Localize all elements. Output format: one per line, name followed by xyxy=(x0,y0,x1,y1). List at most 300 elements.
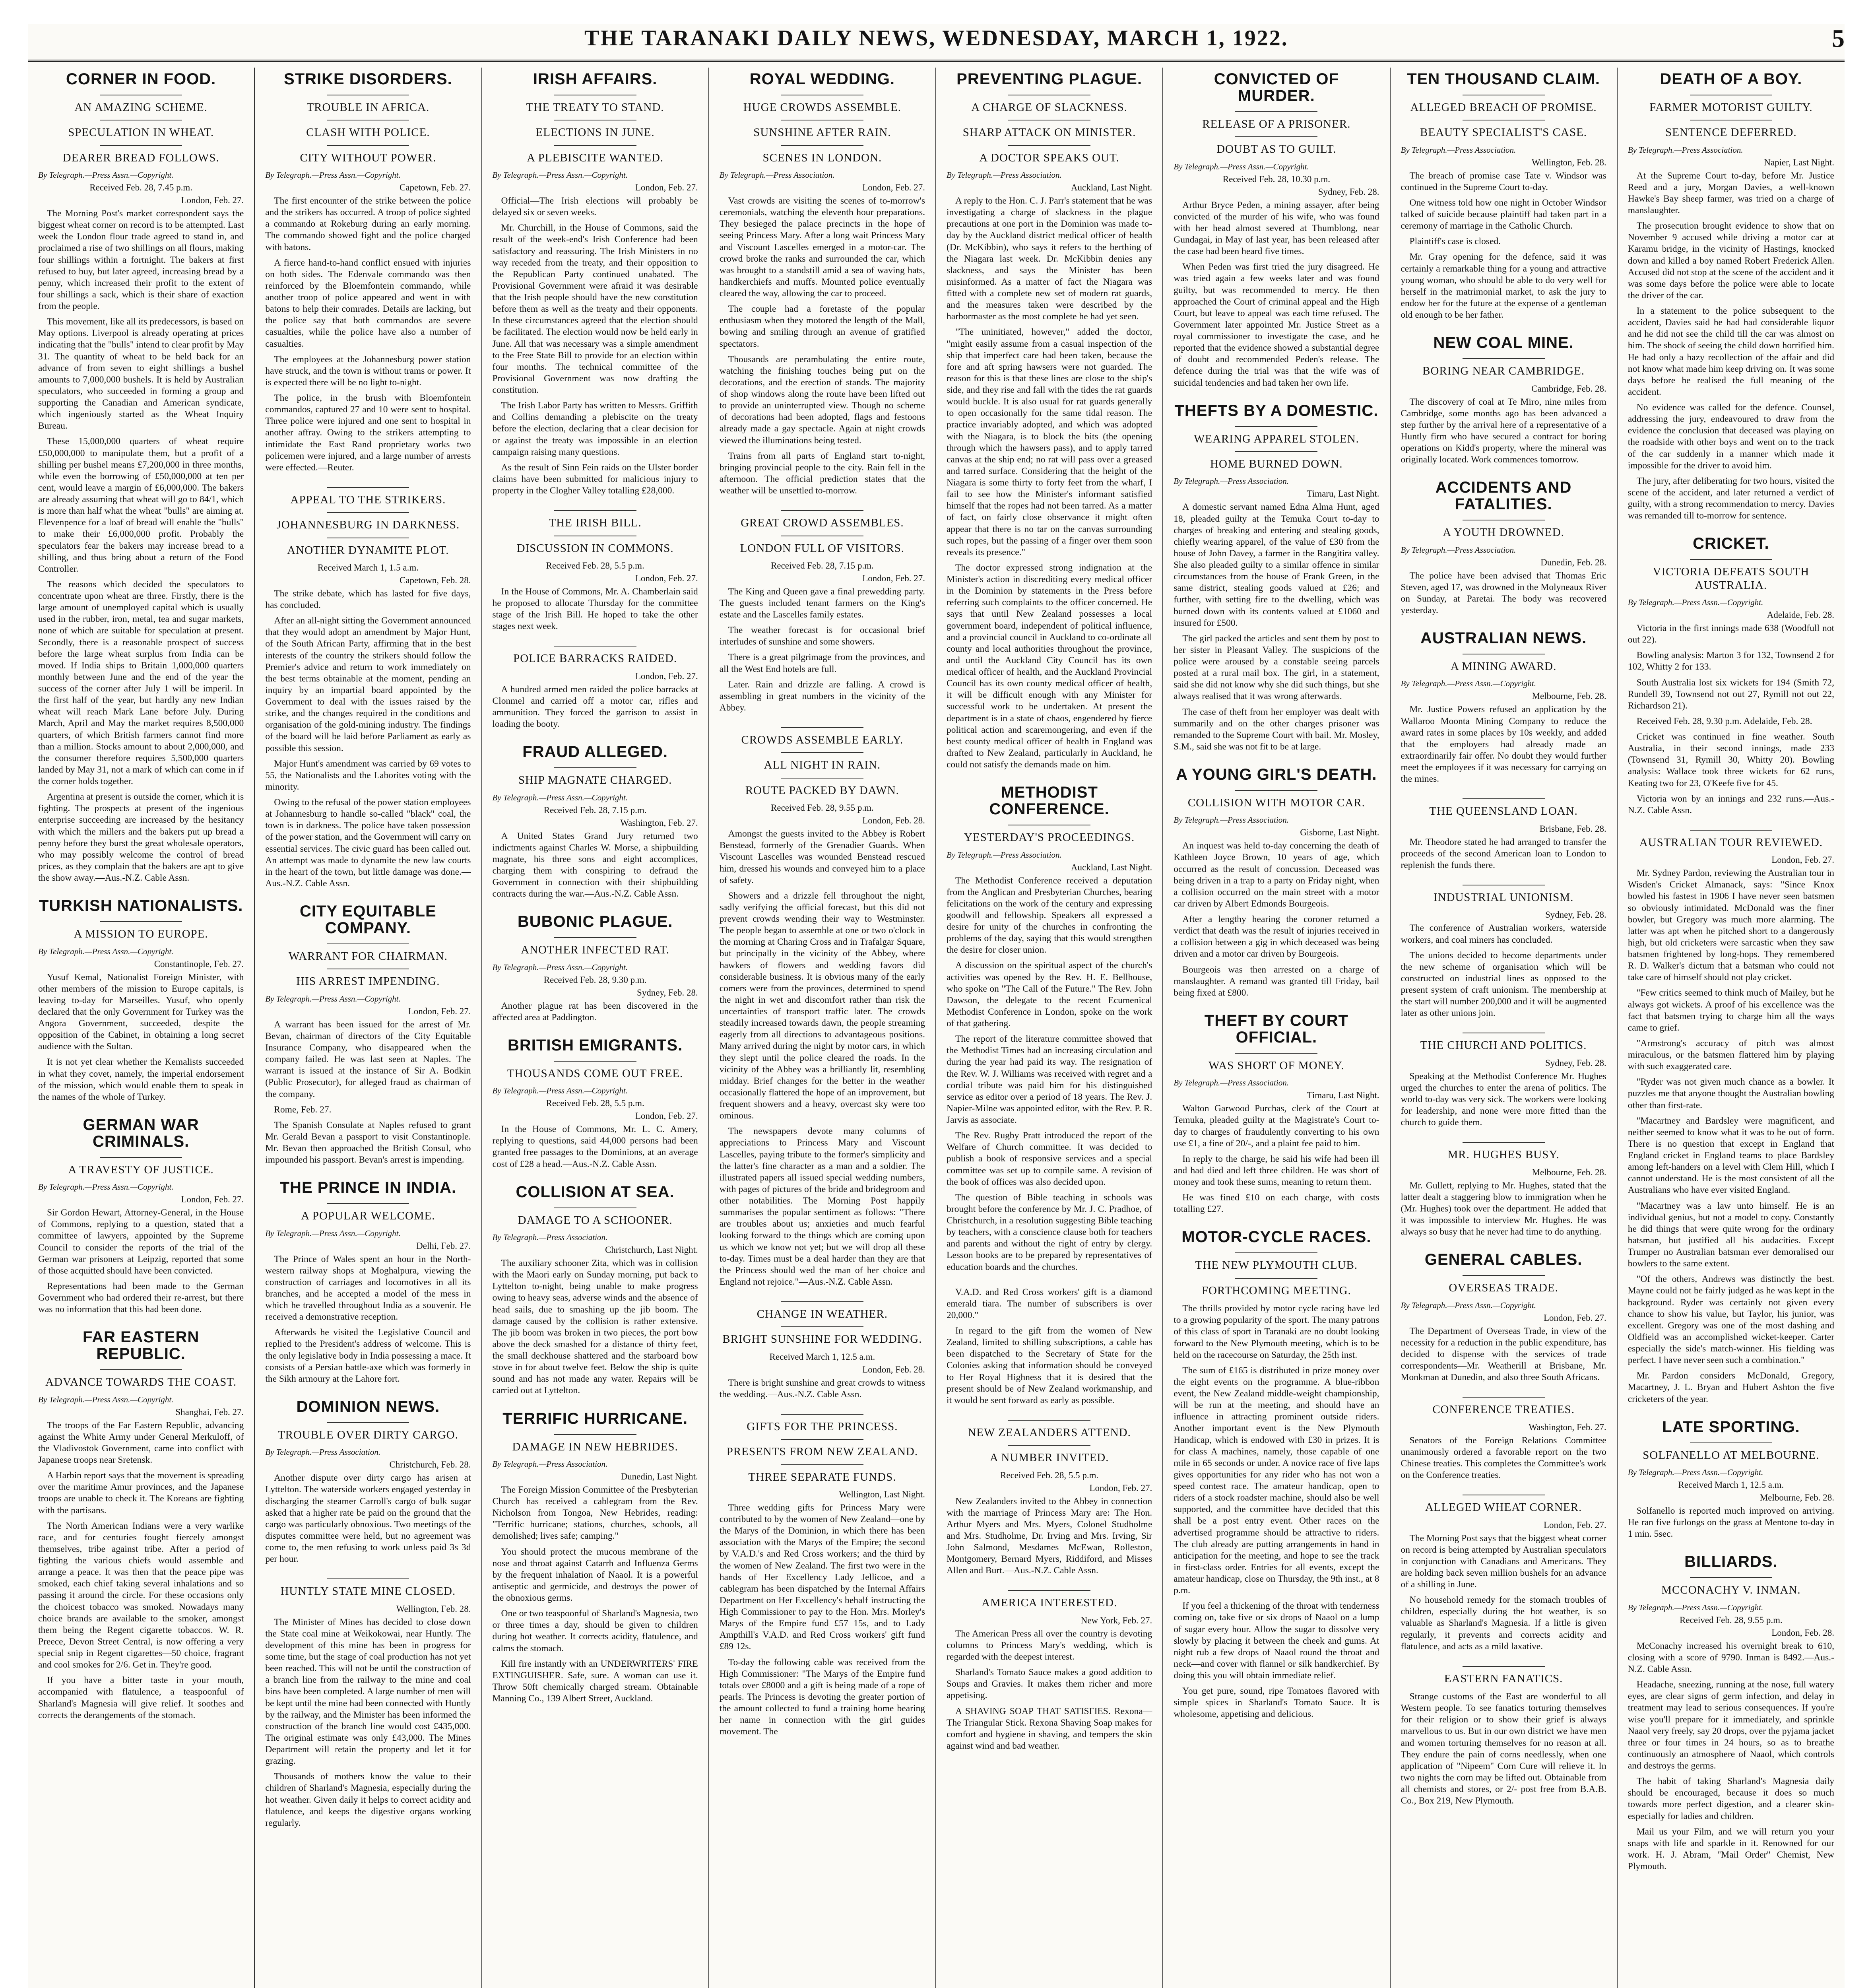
article-headline: NEW COAL MINE. xyxy=(1433,334,1574,352)
article xyxy=(1174,71,1379,389)
article-paragraph: A hundred armed men raided the police barracks at Clonmel and carried off a motor car, rifles and ammunition. They forced the garrison to assist in loading the booty. xyxy=(492,684,698,730)
article-paragraph: It is not yet clear whether the Kemalists succeeded in what they covet, namely, the imperial endorsement of the mission, which would enable them to speak in the names of the whole of Turkey. xyxy=(38,1057,244,1102)
article-paragraph: "Macartney and Bardsley were magnificent, and neither seemed to know what it was to be out of form. There is no question that except in England that England cricket in England teams to place Bardsley among left-handers on a level with Clem Hill, which I cannot understand. He is the most consistent of all the Australians who have ever visited England. xyxy=(1628,1115,1834,1196)
wire-credit: By Telegraph.—Press Assn.—Copyright. xyxy=(38,170,174,180)
dateline: Sydney, Feb. 28. xyxy=(636,987,698,998)
article-paragraph: South Australia lost six wickets for 194 (Smith 72, Rundell 39, Townsend not out 27, Rymill not out 22, Richardson 21). xyxy=(1628,677,1834,711)
deck-rule xyxy=(1463,1397,1545,1398)
article-deck: SHIP MAGNATE CHARGED. xyxy=(518,774,672,787)
dateline: Sydney, Feb. 28. xyxy=(1318,186,1379,197)
article-deck: THE NEW PLYMOUTH CLUB. xyxy=(1195,1259,1358,1272)
article-headline: FRAUD ALLEGED. xyxy=(522,743,668,761)
article-paragraph: The thrills provided by motor cycle racing have led to a growing popularity of the sport. The many patrons of this class of sport in Taranaki are no doubt looking forward to the New Plymouth meeting, which is to be held on the racecourse on Saturday, the 25th inst. xyxy=(1174,1303,1379,1360)
article-deck: ELECTIONS IN JUNE. xyxy=(535,126,655,139)
article xyxy=(493,1410,698,1705)
news-column xyxy=(482,68,709,1988)
article-paragraph: The strike debate, which has lasted for five days, has concluded. xyxy=(265,588,471,611)
article-paragraph: A reply to the Hon. C. J. Parr's statement that he was investigating a charge of slackness in the plague precautions at one port in the Dominion was made to-day by the Auckland district medical officer of health (Dr. McKibbin), who says it refers to the berthing of the Niagara last week. Dr. McKibbin denies any slackness, and says the Minister has been misinformed. As a matter of fact the Niagara was fitted with a complete new set of modern rat guards, and the measures taken were described by the harbormaster as the most complete he had yet seen. xyxy=(947,196,1152,322)
article xyxy=(720,71,925,497)
article xyxy=(1401,1033,1606,1128)
article-paragraph: In regard to the gift from the women of New Zealand, limited to shilling subscriptions, a cable has been dispatched to the Secretary of State for the Colonies asking that information should be conveyed to Her Royal Highness that it is desired that the present should be of New Zealand workmanship, and it would be sent forward as early as possible. xyxy=(947,1326,1152,1406)
article-deck: OVERSEAS TRADE. xyxy=(1449,1281,1558,1295)
article xyxy=(493,1184,698,1397)
article-paragraph: There is bright sunshine and great crowds to witness the wedding.—Aus.-N.Z. Cable Assn. xyxy=(719,1377,925,1400)
article-deck: ANOTHER INFECTED RAT. xyxy=(521,944,670,957)
deck-rule xyxy=(1235,426,1317,427)
article-deck: YESTERDAY'S PROCEEDINGS. xyxy=(964,831,1135,844)
article-deck: CITY WITHOUT POWER. xyxy=(300,151,436,164)
article-paragraph: The King and Queen gave a final prewedding party. The guests included tenant farmers on the King's estate and the Lascelles family estates. xyxy=(719,586,925,620)
article-deck: POLICE BARRACKS RAIDED. xyxy=(513,652,677,665)
received-time: Received Feb. 28, 7.15 p.m. xyxy=(543,805,647,815)
received-time: Received Feb. 28, 5.5 p.m. xyxy=(1000,1470,1099,1480)
wire-credit: By Telegraph.—Press Assn.—Copyright. xyxy=(1401,679,1536,689)
article-paragraph: The unions decided to become departments under the new scheme of organisation which will be constructed on industrial lines as opposed to the present system of craft unionism. The membership at the start will number 200,000 and it will be augmented later as other unions join. xyxy=(1401,950,1606,1019)
wire-credit: By Telegraph.—Press Association. xyxy=(1174,476,1289,486)
received-time: Received Feb. 28, 5.5 p.m. xyxy=(546,560,644,571)
article-deck: A MINING AWARD. xyxy=(1450,660,1557,673)
article-paragraph: Mail us your Film, and we will return you your snaps with life and sparkle in it. Renowned for our work. H. J. Abram, "Mail Order" Chemist, New Plymouth. xyxy=(1628,1826,1834,1872)
received-time: Received Feb. 28, 9.55 p.m. xyxy=(771,803,874,813)
deck-rule xyxy=(781,1414,863,1415)
article-deck: SCENES IN LONDON. xyxy=(762,151,882,164)
wire-credit: By Telegraph.—Press Assn.—Copyright. xyxy=(492,170,628,180)
dateline: London, Feb. 27. xyxy=(635,182,698,193)
article-paragraph: The troops of the Far Eastern Republic, advancing against the White Army under General Merkuloff, of the Vladivostok Government, came into conflict with Japanese troops near Sretensk. xyxy=(38,1420,244,1466)
article-paragraph: The Foreign Mission Committee of the Presbyterian Church has received a cablegram from the Rev. Nicholson from Tongoa, New Hebrides, reading: "Terrific hurricane; stations, churches, schools, all demolished; lives safe; camping." xyxy=(492,1484,698,1541)
article-paragraph: Senators of the Foreign Relations Committee unanimously ordered a favorable report on the two Chinese treaties. This completes the Committee's work on the Conference treaties. xyxy=(1401,1435,1606,1481)
article-paragraph: The North American Indians were a very warlike race, and for centuries fought fiercely amongst themselves, tribe against tribe. After a period of fighting the various chiefs would assemble and arrange a peace. It was then that the peace pipe was smoked, each chief taking several inhalations and so passing it around the circle. For these occasions only the choicest tobacco was smoked. Nowadays many choice brands are available to the smoker, amongst them being the Regent cigarette tobaccos. W. R. Preece, Devon Street Central, is now offering a very special snip in Regent cigarettes—50 choice, fragrant and cool smokes for 2/6. Get in. They're good. xyxy=(38,1520,244,1670)
article-headline: ROYAL WEDDING. xyxy=(749,70,895,88)
article xyxy=(493,71,698,497)
article-paragraph: As the result of Sinn Fein raids on the Ulster border claims have been submitted for malicious injury to property in the Clogher Valley totalling £28,000. xyxy=(492,462,698,496)
wire-credit: By Telegraph.—Press Association. xyxy=(1174,815,1289,825)
deck-rule xyxy=(1235,1278,1317,1279)
deck-rule xyxy=(1235,136,1317,137)
deck-rule xyxy=(327,512,409,513)
article xyxy=(1174,402,1379,753)
dateline: Christchurch, Last Night. xyxy=(605,1245,698,1255)
article-paragraph: Rome, Feb. 27. xyxy=(274,1104,332,1115)
article-deck: VICTORIA DEFEATS SOUTH AUSTRALIA. xyxy=(1653,565,1810,592)
article xyxy=(1401,885,1606,1019)
deck-rule xyxy=(327,145,409,146)
article-paragraph: In a statement to the police subsequent to the accident, Davies said he had had considerable liquor and he did not see the child till the car was almost on him. The shock of seeing the child down horrified him. He had only a hazy recollection of the affair and did not know what made him keep driving on. It was some days before he realised the full meaning of the accident. xyxy=(1628,306,1834,397)
dateline: Christchurch, Feb. 28. xyxy=(389,1460,471,1470)
article-paragraph: The sum of £165 is distributed in prize money over the eight events on the programme. A blue-ribbon event, the New Zealand middle-weight championship, will be run at the meeting, and should have an influence in attracting prominent outside riders. Another important event is the New Plymouth Handicap, which is endowed with £30 in prizes. It is for class A machines, namely, those capable of one mile in 65 seconds or under. A novice race of five laps gives opportunities for any rider who has not won a speed contest race. The amateur handicap, open to riders of a stock roadster machine, should also be well supported, and the committee have decided that this shall be a post entry event. Other races on the advertised programme should be attractive to riders. The club already are putting arrangements in hand in anticipation for the meeting, and hope to see the track in first-class order. Entries for all events, except the amateur handicap, close on Thursday, the 9th inst., at 8 p.m. xyxy=(1174,1365,1379,1596)
wire-credit: By Telegraph.—Press Association. xyxy=(265,1447,380,1457)
article-paragraph: "The uninitiated, however," added the doctor, "might easily assume from a casual inspection of the ship that imperfect care had been taken, because the fore and aft spring hawsers were not guarded. The reason for this is that these lines are close to the ship's side, and they rise and fall with the tides the rat guards would buckle. It is also usual for rat guards generally to open occasionally for the same tidal reason. The practice invariably adopted, and which was adopted with the Niagara, is to block the bits (the opening through which the hawsers pass), and to apply tarred canvas at the ship end; no rat will pass over a greased and tarred surface. Considering that the height of the Niagara is some thirty to forty feet from the wharf, I fail to see how the Minister's informant satisfied himself that the ropes had not been tarred. As a matter of fact, on fairly close observance it might often appear that there is no tar on the canvas surrounding such ropes, but the passing of a finger over them soon reveals its presence." xyxy=(947,327,1152,557)
article-deck: DEARER BREAD FOLLOWS. xyxy=(62,151,219,164)
article-paragraph: A Harbin report says that the movement is spreading over the maritime Amur provinces, and the Japanese troops are unable to check it. The Koreans are fighting with the partisans. xyxy=(38,1470,244,1516)
wire-credit: By Telegraph.—Press Assn.—Copyright. xyxy=(265,994,401,1004)
article-paragraph: To-day the following cable was received from the High Commissioner: "The Marys of the Empire fund totals over £8000 and a gift is being made of a rope of pearls. The Princess is devoting the greater portion of the amount collected to fund a training home bearing her name in connection with the girl guides movement. The xyxy=(719,1657,925,1737)
article-deck: BEAUTY SPECIALIST'S CASE. xyxy=(1420,126,1587,139)
dateline: London, Feb. 27. xyxy=(862,182,925,193)
article xyxy=(1628,1419,1834,1540)
article-deck: ADVANCE TOWARDS THE COAST. xyxy=(45,1376,237,1389)
deck-rule xyxy=(781,1464,863,1465)
newspaper-page xyxy=(28,24,1845,1988)
deck-rule xyxy=(781,1326,863,1327)
article-paragraph: If you have a bitter taste in your mouth, accompanied with flatulence, a teaspoonful of Sharland's Magnesia will give relief. It soothes and corrects the derangements of the stomach. xyxy=(38,1675,244,1720)
deck-rule xyxy=(1463,358,1545,359)
article xyxy=(1401,1495,1606,1652)
article-paragraph: If you feel a thickening of the throat with tenderness coming on, take five or six drops of Naaol on a lump of sugar every hour. Allow the sugar to dissolve very slowly by placing it between the cheek and gums. At night rub a few drops of Naaol round the throat and neck—and cover with flannel or silk handkerchief. By doing this you will obtain immediate relief. xyxy=(1174,1601,1379,1681)
article-paragraph: The habit of taking Sharland's Magnesia daily should be encouraged, because it does so much towards more perfect digestion, and a clearer skin-especially for ladies and children. xyxy=(1628,1776,1834,1821)
article-paragraph: The Minister of Mines has decided to close down the State coal mine at Weikokowai, near Huntly. The development of this mine has been in progress for some time, but the stage of coal production has not yet been reached. This will not be until the construction of a branch line from the railway to the mine and coal bins have been completed. A large number of men will be kept until the mine had been connected with Huntly by the railway, and the Minister has been informed the construction of the branch line would cost £435,000. The original estimate was only £43,000. The Mines Department will retain the property and let it for grazing. xyxy=(265,1617,471,1767)
article-paragraph: In the House of Commons, Mr. A. Chamberlain said he proposed to allocate Thursday for the committee stage of the Irish Bill. He hoped to take the other stages next week. xyxy=(492,586,698,632)
article xyxy=(1174,1229,1379,1720)
article-paragraph: Mr. Gullett, replying to Mr. Hughes, stated that the latter dealt a staggering blow to immigration when he (Mr. Hughes) took over the department. He added that it was impossible to interview Mr. Hughes. He was always so busy that he never had time to do anything. xyxy=(1401,1180,1606,1237)
deck-rule xyxy=(1463,1275,1545,1276)
article-paragraph: The Methodist Conference received a deputation from the Anglican and Presbyterian Churches, bearing felicitations on the work of the century and expressing goodwill and fellowship. Speakers all expressed a desire for unity of the churches in confronting the problems of the day, saying that this would strengthen the desire for closer union. xyxy=(947,875,1152,955)
article xyxy=(1174,1012,1379,1215)
article-paragraph: "Of the others, Andrews was distinctly the best. Mayne could not be fairly judged as he was kept in the background. Ryder was certainly not given every chance to show his value, but Taylor, his junior, was excellent. Gregory was one of the most dashing and Oldfield was an accomplished wicket-keeper. Carter especially the side's match-winner. His fielding was perfect. I have never seen such a combination." xyxy=(1628,1274,1834,1366)
article-paragraph: Mr. Justice Powers refused an application by the Wallaroo Moonta Mining Company to reduce the award rates in some places by 10s weekly, and added that the employers had already made an extraordinarily fair offer. No doubt they would further meet the employees if it was necessary for carrying on the mines. xyxy=(1401,704,1606,784)
news-column xyxy=(709,68,936,1988)
article-headline: THEFT BY COURT OFFICIAL. xyxy=(1204,1011,1348,1046)
article-headline: PREVENTING PLAGUE. xyxy=(956,70,1143,88)
article-deck: HIS ARREST IMPENDING. xyxy=(296,975,440,988)
article-paragraph: "Macartney was a law unto himself. He is an individual genius, but not a model to copy. Constantly he did things that were quite wrong for the ordinary batsman, but justified all his audacities. Except Trumper no Australian batsman ever demoralised our bowlers to the same extent. xyxy=(1628,1200,1834,1269)
article-deck: NEW ZEALANDERS ATTEND. xyxy=(968,1426,1131,1439)
article-deck: TROUBLE IN AFRICA. xyxy=(307,101,430,114)
dateline: Timaru, Last Night. xyxy=(1307,489,1379,499)
article-deck: DAMAGE IN NEW HEBRIDES. xyxy=(512,1440,678,1453)
article-deck: A CHARGE OF SLACKNESS. xyxy=(971,101,1127,114)
article-deck: CLASH WITH POLICE. xyxy=(306,126,430,139)
article-deck: AMERICA INTERESTED. xyxy=(982,1596,1117,1609)
dateline: Wellington, Feb. 28. xyxy=(1531,157,1606,167)
wire-credit: By Telegraph.—Press Assn.—Copyright. xyxy=(1628,1602,1763,1612)
article-paragraph: Later. Rain and drizzle are falling. A crowd is assembling in great numbers in the vicinity of the Abbey. xyxy=(719,679,925,713)
article-deck: FARMER MOTORIST GUILTY. xyxy=(1649,101,1813,114)
article xyxy=(1401,1666,1606,1807)
masthead xyxy=(28,24,1845,62)
article-paragraph: After an all-night sitting the Government announced that they would adopt an amendment by Major Hunt, of the South African Party, affirming that in the best interests of the country the strikers should follow the Premier's advice and return to work immediately on the best terms obtainable at the moment, pending an inquiry by an impartial board appointed by the Government to deal with the issues raised by the strike, and the changes required in the conditions and organisation of the gold-mining industry. The findings of the board will be laid before Parliament as early as possible this session. xyxy=(265,615,471,753)
article-deck: THREE SEPARATE FUNDS. xyxy=(748,1470,896,1483)
dateline: Capetown, Feb. 27. xyxy=(399,182,471,193)
deck-rule xyxy=(100,1157,182,1158)
article-paragraph: The Morning Post says that the biggest wheat corner on record is being attempted by Australian speculators in conjunction with Canadians and Americans. They are holding back seven million bushels for an advance of a shilling in June. xyxy=(1401,1533,1606,1590)
article-paragraph: Victoria won by an innings and 232 runs.—Aus.-N.Z. Cable Assn. xyxy=(1628,793,1834,815)
article-paragraph: "Armstrong's accuracy of pitch was almost miraculous, or the batsmen flattered him by playing with such exaggerated care. xyxy=(1628,1038,1834,1072)
article-paragraph: Mr. Gray opening for the defence, said it was certainly a remarkable thing for a young and attractive young woman, who should be able to do very well for herself in the matrimonial market, to ask the jury to endow her for the future at the expense of a gentleman old enough to be her father. xyxy=(1401,252,1606,320)
dateline: Auckland, Last Night. xyxy=(1071,182,1152,193)
article-paragraph: Yusuf Kemal, Nationalist Foreign Minister, with other members of the mission to Europe capitals, is leaving to-day for Marseilles. Yusuf, who openly declared that the only Government for Turkey was the Angora Government, succeeded, despite the opposition of the Cabinet, in obtaining a long secret audience with the Sultan. xyxy=(38,972,244,1052)
deck-rule xyxy=(1690,830,1773,831)
article-deck: A DOCTOR SPEAKS OUT. xyxy=(979,151,1119,164)
article-headline: CRICKET. xyxy=(1693,535,1769,553)
deck-rule xyxy=(781,145,863,146)
wire-credit: By Telegraph.—Press Association. xyxy=(1401,545,1516,555)
dateline: Shanghai, Feb. 27. xyxy=(175,1407,244,1417)
article-headline: LATE SPORTING. xyxy=(1662,1418,1800,1436)
received-time: Received Feb. 28, 5.5 p.m. xyxy=(546,1098,644,1109)
article-paragraph: Kill fire instantly with an UNDERWRITERS' FIRE EXTINGUISHER. Safe, sure. A woman can use it. Throw 50ft chemically charged stream. Obtainable Manning Co., 139 Albert Street, Auckland. xyxy=(492,1658,698,1704)
dateline: Melbourne, Feb. 28. xyxy=(1759,1493,1834,1503)
deck-rule xyxy=(781,1301,863,1302)
article-deck: COLLISION WITH MOTOR CAR. xyxy=(1187,796,1365,809)
article-deck: THE QUEENSLAND LOAN. xyxy=(1429,805,1578,818)
article xyxy=(38,897,244,1103)
article xyxy=(1401,71,1606,321)
dateline: Wellington, Last Night. xyxy=(839,1489,925,1499)
article-paragraph: The question of Bible teaching in schools was brought before the conference by Mr. J. C. Pradhoe, of Christchurch, in a resolution suggesting Bible teaching by teachers, with a conscience clause both for teachers and parents and without the right of entry by clergy. Lesson books are to be prepared by representatives of education boards and the churches. xyxy=(947,1192,1152,1272)
article-deck: CHANGE IN WEATHER. xyxy=(757,1308,888,1320)
article-headline: AUSTRALIAN NEWS. xyxy=(1420,629,1587,647)
article-paragraph: McConachy increased his overnight break to 610, closing with a score of 9790. Inman is 8492.—Aus.-N.Z. Cable Assn. xyxy=(1628,1640,1834,1675)
article xyxy=(1401,1142,1606,1238)
article xyxy=(493,1037,698,1170)
dateline: Capetown, Feb. 28. xyxy=(399,575,471,585)
deck-rule xyxy=(100,145,182,146)
wire-credit: By Telegraph.—Press Assn.—Copyright. xyxy=(492,962,628,972)
dateline: New York, Feb. 27. xyxy=(1081,1615,1152,1625)
article-paragraph: Another dispute over dirty cargo has arisen at Lyttelton. The waterside workers engaged yesterday in discharging the steamer Carroll's cargo of bulk sugar asked that a higher rate be paid on the ground that the cargo was particularly obnoxious. Two meetings of the disputes committee were held, but no agreement was come to, the men refusing to work unless paid 3s 3d per hour. xyxy=(265,1473,471,1565)
news-column xyxy=(1163,68,1390,1988)
news-column xyxy=(1618,68,1845,1988)
article-paragraph: The girl packed the articles and sent them by post to her sister in Pleasant Valley. The suspicions of the police were aroused by a constable seeing parcels posted at a rural mail box. The girl, in a statement, said she did not know why she did such things, but she always realised that it was wrong afterwards. xyxy=(1174,633,1379,702)
deck-rule xyxy=(1463,798,1545,799)
news-column xyxy=(936,68,1163,1988)
article-paragraph: The first encounter of the strike between the police and the strikers has occurred. A troop of police sighted a commando at Rokeburg during an early morning. The commando showed fight and the police charged with batons. xyxy=(265,196,471,252)
article-headline: THEFTS BY A DOMESTIC. xyxy=(1174,402,1379,419)
dateline: London, Feb. 27. xyxy=(862,573,925,583)
article-paragraph: No evidence was called for the defence. Counsel, addressing the jury, endeavoured to draw from the evidence the conclusion that deceased was playing on the roadside with other boys and went on to the track of the car suddenly in a manner which made it impossible for the driver to avoid him. xyxy=(1628,402,1834,471)
article-headline: A YOUNG GIRL'S DEATH. xyxy=(1176,766,1377,783)
article xyxy=(720,727,925,1288)
article-deck: WEARING APPAREL STOLEN. xyxy=(1193,432,1359,445)
article xyxy=(1401,1251,1606,1383)
article-paragraph: When Peden was first tried the jury disagreed. He was tried again a few weeks later and was found guilty, but was recommended to mercy. He then approached the Court of criminal appeal and the High Court, but leave to appeal was each time refused. The Government later appointed Mr. Justice Street as a royal commissioner to investigate the case, and he reported that the evidence showed a substantial degree of doubt and recommended Peden's release. The defence during the trial was that the wife was of suicidal tendencies and had taken her own life. xyxy=(1174,262,1379,388)
deck-rule xyxy=(1463,1666,1545,1667)
article xyxy=(1401,630,1606,785)
article-paragraph: The American Press all over the country is devoting columns to Princess Mary's wedding, which is regarded with the deepest interest. xyxy=(947,1628,1152,1662)
deck-rule xyxy=(1690,1442,1773,1443)
wire-credit: By Telegraph.—Press Assn.—Copyright. xyxy=(38,946,174,956)
deck-rule xyxy=(554,767,636,768)
wire-credit: By Telegraph.—Press Association. xyxy=(1174,1078,1289,1088)
deck-rule xyxy=(781,727,863,728)
dateline: Constantinople, Feb. 27. xyxy=(154,959,244,969)
article xyxy=(720,1301,925,1400)
article-paragraph: Three wedding gifts for Princess Mary were contributed to by the women of New Zealand—one by the Marys of the Dominion, in which there has been association with the Marys of the Empire; the second by V.A.D.'s and Red Cross workers; and the third by the women of New Zealand. The first two were in the hands of Her Excellency Lady Jellicoe, and a cablegram has been dispatched by the Internal Affairs Department on Her Excellency's behalf instructing the High Commissioner to pay to the Hon. Mrs. Morley's Marys of the Empire fund £57 15s, and to Lady Ampthill's V.A.D. and Red Cross workers' gift fund £89 12s. xyxy=(719,1502,925,1652)
article-headline: FAR EASTERN REPUBLIC. xyxy=(83,1328,200,1363)
deck-rule xyxy=(1008,1445,1090,1446)
article xyxy=(1628,830,1834,1405)
wire-credit: By Telegraph.—Press Assn.—Copyright. xyxy=(265,1228,401,1238)
dateline: London, Feb. 28. xyxy=(862,815,925,826)
article-paragraph: After a lengthy hearing the coroner returned a verdict that death was the result of injuries received in a collision between a gig in which deceased was being driven and a motor car driven by Bourgeois. xyxy=(1174,914,1379,959)
article xyxy=(493,510,698,632)
article-paragraph: Afterwards he visited the Legislative Council and replied to the President's address of welcome. This is the only legislative body in India possessing a mace. It consists of a Persian battle-axe which was formerly in the Sikh armoury at the Lahore fort. xyxy=(265,1327,471,1384)
wire-credit: By Telegraph.—Press Association. xyxy=(1628,145,1743,155)
received-time: Received Feb. 28, 7.15 p.m. xyxy=(771,560,874,571)
article-deck: CONFERENCE TREATIES. xyxy=(1432,1403,1575,1416)
masthead-title: THE TARANAKI DAILY NEWS, WEDNESDAY, MARCH 1, 1922. xyxy=(584,26,1288,50)
article-paragraph: A United States Grand Jury returned two indictments against Charles W. Morse, a shipbuilding magnate, his three sons and eight accomplices, charging them with conspiring to defraud the Government in connection with their shipbuilding contracts during the war.—Aus.-N.Z. Cable Assn. xyxy=(492,831,698,899)
article xyxy=(38,71,244,884)
dateline: London, Feb. 27. xyxy=(1089,1483,1152,1493)
article-deck: APPEAL TO THE STRIKERS. xyxy=(290,493,446,506)
dateline: London, Feb. 27. xyxy=(408,1006,471,1016)
dateline: Cambridge, Feb. 28. xyxy=(1531,383,1606,394)
article-paragraph: A domestic servant named Edna Alma Hunt, aged 18, pleaded guilty at the Temuka Court to-day to charges of breaking and entering and stealing goods, chiefly wearing apparel, of the value of £30 from the house of John Davey, a farmer in the Rangitira valley. She also pleaded guilty to a similar offence in similar circumstances from the house of Frank Green, in the same district, stealing goods valued at £26; and further, with setting fire to the dwelling, which was burned down with its contents valued at £1060 and insured for £500. xyxy=(1174,502,1379,628)
article xyxy=(1401,479,1606,616)
article-paragraph: The auxiliary schooner Zita, which was in collision with the Maori early on Sunday morning, put back to Lyttelton to-night, being unable to make progress owing to heavy seas, adverse winds and the absence of head sails, due to smashing up the jib boom. The damage caused by the collision is rather extensive. The jib boom was broken in two pieces, the port bow above the deck smashed for a distance of thirty feet, the small deckhouse shattered and the starboard bow stove in for about twelve feet. Below the ship is quite sound and has not made any water. Repairs will be carried out at Lyttelton. xyxy=(492,1258,698,1396)
deck-rule xyxy=(327,1422,409,1423)
article-deck: LONDON FULL OF VISITORS. xyxy=(740,542,905,555)
dateline: Adelaide, Feb. 28. xyxy=(1767,610,1834,620)
article-deck: SENTENCE DEFERRED. xyxy=(1665,126,1797,139)
article-paragraph: Bowling analysis: Marton 3 for 132, Townsend 2 for 102, Whitty 2 for 133. xyxy=(1628,650,1834,672)
received-time: Received March 1, 12.5 a.m. xyxy=(1678,1480,1784,1490)
article-headline: MOTOR-CYCLE RACES. xyxy=(1181,1228,1372,1246)
article-headline: METHODIST CONFERENCE. xyxy=(989,784,1110,818)
article-paragraph: Amongst the guests invited to the Abbey is Robert Benstead, formerly of the Grenadier Guards. When Viscount Lascelles was wounded Benstead rescued him, dressed his wounds and conveyed him to a place of safety. xyxy=(719,829,925,885)
wire-credit: By Telegraph.—Press Assn.—Copyright. xyxy=(265,170,401,180)
article-paragraph: At the Supreme Court to-day, before Mr. Justice Reed and a jury, Morgan Davies, a well-known Hawke's Bay sheep farmer, was tried on a charge of manslaughter. xyxy=(1628,170,1834,216)
article-deck: A YOUTH DROWNED. xyxy=(1443,526,1564,539)
wire-credit: By Telegraph.—Press Assn.—Copyright. xyxy=(1628,598,1763,607)
dateline: London, Feb. 27. xyxy=(1771,855,1834,865)
article-paragraph: The prosecution brought evidence to show that on November 9 accused while driving a motor car at Karamu bridge, in the vicinity of Hastings, knocked down and killed a boy named Robert Frederick Allen. Accused did not stop at the scene of the accident and it was some days before the police were able to locate the driver of the car. xyxy=(1628,221,1834,301)
article-paragraph: In reply to the charge, he said his wife had been ill and had died and left three children. He was short of money and took these sums, meaning to return them. xyxy=(1174,1153,1379,1188)
article-paragraph: These 15,000,000 quarters of wheat require £50,000,000 to manipulate them, but a profit of a shilling per bushel means £7,200,000 in three months, while even the borrowing of £50,000,000 at ten per cent, would leave a margin of £6,000,000. The bakers are already assuming that wheat will go to 84/1, which is more than half what the wheat "bulls" are aiming at. Elevenpence for a loaf of bread will enable the "bulls" to make their £6,000,000 profit. Probably the speculators fear the bakers may increase bread to a shilling, and thus bring about a return of the Food Controller. xyxy=(38,436,244,574)
article-deck: AN AMAZING SCHEME. xyxy=(74,101,208,114)
dateline: Melbourne, Feb. 28. xyxy=(1532,1167,1606,1177)
article-deck: SUNSHINE AFTER RAIN. xyxy=(753,126,891,139)
article-paragraph: Victoria in the first innings made 638 (Woodfull not out 22). xyxy=(1628,623,1834,645)
article-paragraph: The newspapers devote many columns of appreciations to Princess Mary and Viscount Lascelles, paying tribute to the former's simplicity and the latter's fine character as a man and a soldier. The illustrated papers all issued special wedding numbers, with pages of pictures of the bride and bridegroom and other notabilities. The Morning Post happily summarises the popular sentiment as follows: "There are troubles about us; anxieties and much fearful looking forward to the things which are coming upon us which we know not yet; but we will drop all these to-day. Times must be a deal harder than they are that the Princess should wed the man of her choice and England not rejoice."—Aus.-N.Z. Cable Assn. xyxy=(719,1126,925,1287)
dateline: Gisborne, Last Night. xyxy=(1300,827,1379,838)
article-headline: CONVICTED OF MURDER. xyxy=(1214,70,1339,105)
article xyxy=(947,71,1152,771)
deck-rule xyxy=(781,778,863,779)
article-deck: SHARP ATTACK ON MINISTER. xyxy=(962,126,1136,139)
wire-credit: By Telegraph.—Press Assn.—Copyright. xyxy=(1401,1300,1536,1310)
deck-rule xyxy=(1235,451,1317,452)
deck-rule xyxy=(327,1578,409,1579)
received-time: Received Feb. 28, 9.30 p.m. xyxy=(543,975,647,985)
news-column xyxy=(1391,68,1618,1988)
article xyxy=(265,1398,471,1565)
article xyxy=(493,913,698,1023)
article-deck: ROUTE PACKED BY DAWN. xyxy=(745,784,899,797)
article-deck: PRESENTS FROM NEW ZEALAND. xyxy=(726,1445,918,1458)
deck-rule xyxy=(1235,111,1317,112)
article-paragraph: One or two teaspoonful of Sharland's Magnesia, two or three times a day, should be given to children during hot weather. It corrects acidity, flatulence, and calms the stomach. xyxy=(492,1608,698,1654)
article-paragraph: Sharland's Tomato Sauce makes a good addition to Soups and Gravies. It makes them richer and more appetising. xyxy=(947,1667,1152,1701)
article-paragraph: V.A.D. and Red Cross workers' gift is a diamond emerald tiara. The number of subscribers is over 20,000." xyxy=(947,1287,1152,1320)
article-deck: THE TREATY TO STAND. xyxy=(526,101,664,114)
dateline: Auckland, Last Night. xyxy=(1071,862,1152,872)
article-headline: TURKISH NATIONALISTS. xyxy=(39,897,243,915)
article xyxy=(720,510,925,714)
dateline: London, Feb. 27. xyxy=(181,195,244,206)
article-deck: RELEASE OF A PRISONER. xyxy=(1202,118,1351,130)
article-deck: ALL NIGHT IN RAIN. xyxy=(764,759,881,772)
wire-credit: By Telegraph.—Press Assn.—Copyright. xyxy=(38,1394,174,1404)
article-paragraph: The doctor expressed strong indignation at the Minister's action in discrediting every medical officer in the Dominion by statements in the Press before referring such complaints to the officer concerned. He says that until New Zealand possesses a local government board, independent of political influence, and a provincial council in Auckland to co-ordinate all county and local authorities throughout the province, and until the Auckland City Council has its own medical officer of health, and the Auckland Provincial Council has its own county medical officer of health, it will be difficult enough with any Minister for successful work to be undertaken. At present the department is in a state of chaos, engendered by fierce political action and scaremongering, and even if the best county medical officer of health in England was drafted to New Zealand, particularly in Auckland, he could not satisfy the demands made on him. xyxy=(947,562,1152,770)
article-deck: SOLFANELLO AT MELBOURNE. xyxy=(1643,1448,1820,1462)
article-paragraph: The police, in the brush with Bloemfontein commandos, captured 27 and 10 were sent to hospital. Three police were injured and one sent to hospital in another affray. Owing to the strikers attempting to intimidate the East Rand proprietary works two policemen were injured, and a large number of arrests were effected.—Reuter. xyxy=(265,393,471,473)
article-paragraph: Bourgeois was then arrested on a charge of manslaughter. A remand was granted till Friday, bail being fixed at £800. xyxy=(1174,964,1379,998)
article xyxy=(947,1287,1152,1406)
article-paragraph: Another plague rat has been discovered in the affected area at Paddington. xyxy=(492,1000,698,1023)
dateline: London, Feb. 27. xyxy=(635,671,698,681)
article xyxy=(1401,798,1606,871)
article xyxy=(947,784,1152,1273)
article-paragraph: One witness told how one night in October Windsor talked of suicide because plaintiff had taken part in a ceremony of marriage in the Catholic Church. xyxy=(1401,197,1606,231)
dateline: London, Feb. 28. xyxy=(1771,1627,1834,1638)
wire-credit: By Telegraph.—Press Assn.—Copyright. xyxy=(38,1182,174,1192)
deck-rule xyxy=(554,145,636,146)
column-grid xyxy=(28,68,1845,1988)
received-time: Received Feb. 28, 7.45 p.m. xyxy=(89,182,192,193)
article-deck: A PLEBISCITE WANTED. xyxy=(527,151,664,164)
dateline: Brisbane, Feb. 28. xyxy=(1539,823,1606,834)
deck-rule xyxy=(100,1369,182,1370)
article-deck: CROWDS ASSEMBLE EARLY. xyxy=(741,734,904,747)
article-paragraph: A warrant has been issued for the arrest of Mr. Bevan, chairman of directors of the City Equitable Insurance Company, who disappeared when the company failed. He was last seen at Naples. The warrant is issued at the instance of Sir A. Bodkin (Public Prosecutor), for alleged fraud as chairman of the company. xyxy=(265,1019,471,1099)
article-headline: DEATH OF A BOY. xyxy=(1660,70,1802,88)
article-paragraph: Plaintiff's case is closed. xyxy=(1409,236,1501,247)
article xyxy=(265,71,471,474)
article-deck: HUNTLY STATE MINE CLOSED. xyxy=(280,1585,456,1598)
wire-credit: By Telegraph.—Press Association. xyxy=(719,170,835,180)
wire-credit: By Telegraph.—Press Association. xyxy=(492,1459,608,1469)
article-deck: HOME BURNED DOWN. xyxy=(1210,458,1343,471)
article xyxy=(1401,1397,1606,1481)
article-paragraph: The employees at the Johannesburg power station have struck, and the town is without trams or power. It is expected there will be no light to-night. xyxy=(265,354,471,388)
article-headline: CORNER IN FOOD. xyxy=(66,70,216,88)
article-deck: GIFTS FOR THE PRINCESS. xyxy=(747,1420,898,1433)
article-paragraph: There is a great pilgrimage from the provinces, and all the West End hotels are full. xyxy=(719,652,925,674)
article-paragraph: The breach of promise case Tate v. Windsor was continued in the Supreme Court to-day. xyxy=(1401,170,1606,192)
page-number: 5 xyxy=(1832,24,1845,52)
article-paragraph: You get pure, sound, ripe Tomatoes flavored with simple spices in Sharland's Tomato Sauce. It is wholesome, appetising and delicious. xyxy=(1174,1686,1379,1720)
dateline: Napier, Last Night. xyxy=(1764,157,1834,167)
article-paragraph: Thousands are perambulating the entire route, watching the finishing touches being put on the decorations, and the erection of stands. The majority of shop windows along the route have been lifted out to provide an uninterrupted view. Though no scheme of decorations had been adopted, flags and festoons already made a gay spectacle. Again at night crowds viewed the illuminations being tested. xyxy=(719,354,925,446)
article-paragraph: Showers and a drizzle fell throughout the night, sadly verifying the official forecast, but this did not prevent crowds wending their way to Westminster. The people began to assemble at one or two o'clock in the morning at Charing Cross and in Trafalgar Square, but principally in the vicinity of the Abbey, where hawkers of flowers and wedding favors did considerable business. It is obvious many of the early comers were from the provinces, determined to spend the night in wet and discomfort rather than risk the uncertainties of transport traffic later. The crowds steadily increased towards dawn, the people streaming eagerly from all directions to advantageous positions. Many arrived during the night by motor cars, in which they slept until the police cleared the roads. In the vicinity of the Abbey was a brilliantly lit, resembling midday. Brief changes for the better in the weather occasionally flattered the hope of an improvement, but frequent showers and a heavy, overcast sky were too ominous. xyxy=(719,890,925,1121)
received-time: Received Feb. 28, 10.30 p.m. xyxy=(1222,174,1330,184)
deck-rule xyxy=(1235,790,1317,791)
article-headline: THE PRINCE IN INDIA. xyxy=(279,1179,457,1197)
received-time: Received March 1, 12.5 a.m. xyxy=(769,1351,875,1362)
article-paragraph: The Spanish Consulate at Naples refused to grant Mr. Gerald Bevan a passport to visit Constantinople. Mr. Bevan then approached the British Consul, who impounded his passport. Bevan's arrest is impending. xyxy=(265,1120,471,1165)
article-paragraph: No household remedy for the stomach troubles of children, especially during the hot weather, is so valuable as Sharland's Magnesia. If a little is given regularly, it prevents and corrects acidity and flatulence, and acts as a mild laxative. xyxy=(1401,1595,1606,1652)
article-paragraph: Speaking at the Methodist Conference Mr. Hughes urged the churches to enter the arena of politics. The world to-day was very sick. The workers were looking for leadership, and none were more fitted than the church to guide them. xyxy=(1401,1071,1606,1128)
deck-rule xyxy=(781,1439,863,1440)
article xyxy=(720,1414,925,1738)
article-headline: ACCIDENTS AND FATALITIES. xyxy=(1435,479,1572,513)
article-paragraph: "Few critics seemed to think much of Mailey, but he always got wickets. A proof of his excellence was the fact that batsmen trying to charge him all the ways came to grief. xyxy=(1628,988,1834,1033)
article-deck: ALLEGED WHEAT CORNER. xyxy=(1425,1501,1582,1514)
received-time: Received March 1, 1.5 a.m. xyxy=(317,562,419,573)
article-paragraph: The police have been advised that Thomas Eric Steven, aged 17, was drowned in the Molyneaux River on Sunday, at Paretai. The body was recovered yesterday. xyxy=(1401,570,1606,615)
deck-rule xyxy=(781,510,863,511)
article-paragraph: Mr. Sydney Pardon, reviewing the Australian tour in Wisden's Cricket Almanack, says: "Since Knox bowled his fastest in 1906 I have never seen batsmen so obviously intimidated. McDonald was the finer bowler, but Gregory was much more alarming. The latter was apt when he pitched short to a dangerously high, but old cricketers were sarcastic when they saw batsmen frightened by long-hops. They remembered R. D. Walker's dictum that a batsman who could not take care of himself should not play cricket. xyxy=(1628,868,1834,983)
article-paragraph: Major Hunt's amendment was carried by 69 votes to 55, the Nationalists and the Laborites voting with the minority. xyxy=(265,758,471,792)
article-paragraph: He was fined £10 on each charge, with costs totalling £27. xyxy=(1174,1192,1379,1215)
wire-credit: By Telegraph.—Press Assn.—Copyright. xyxy=(492,792,628,802)
article xyxy=(1628,535,1834,816)
dateline: London, Feb. 27. xyxy=(635,1111,698,1121)
article xyxy=(265,1179,471,1385)
